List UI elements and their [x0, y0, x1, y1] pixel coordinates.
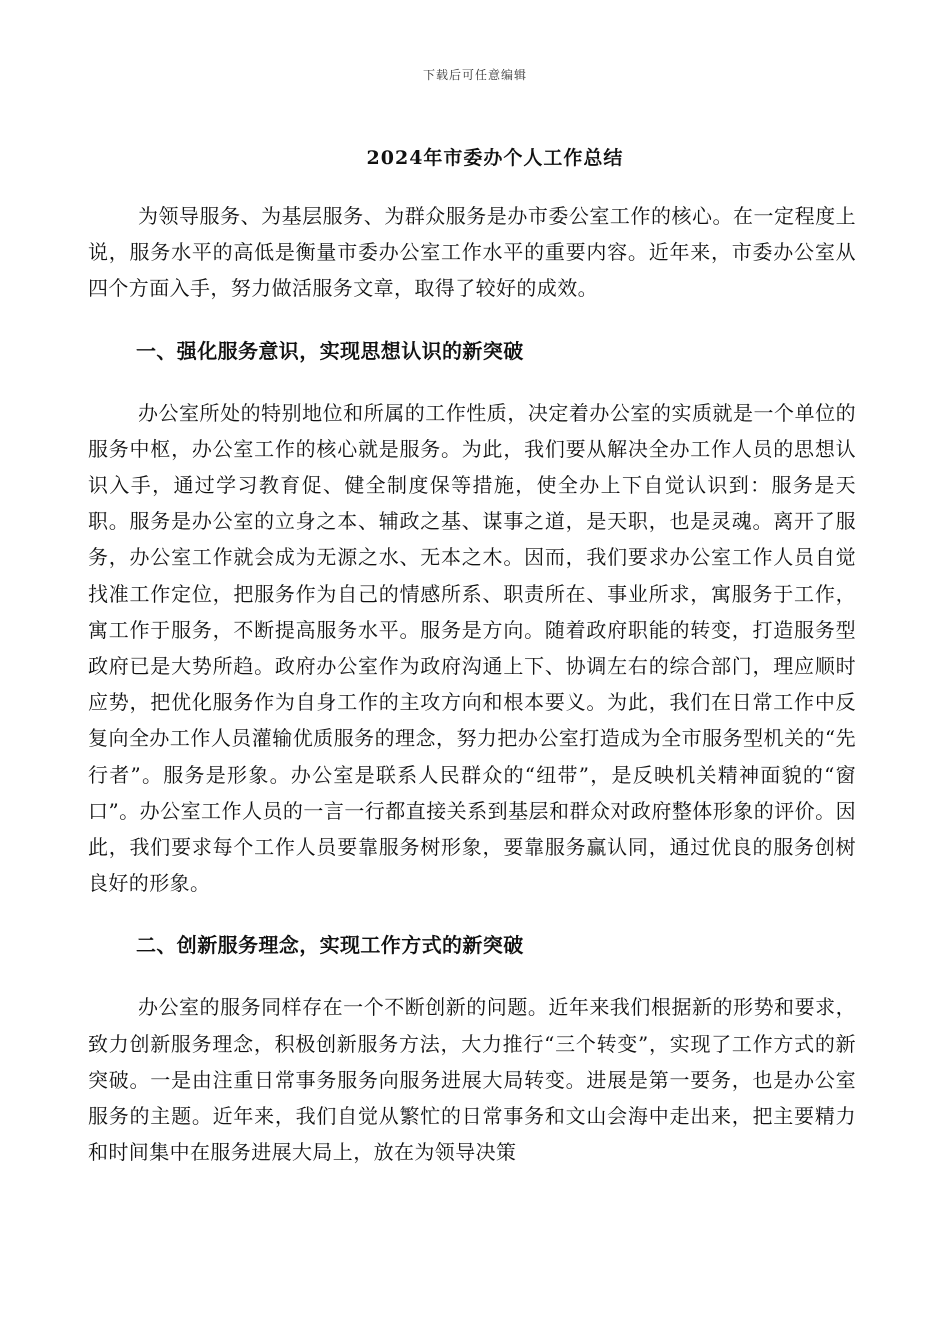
header-note: 下载后可任意编辑 [422, 68, 527, 82]
document-title: 2024年市委办个人工作总结 [366, 147, 624, 169]
document-body [88, 198, 856, 1170]
intro-paragraph: 为领导服务、为基层服务、为群众服务是办市委公室工作的核心。在一定程度上说，服务水平的高低是衡量市委办公室工作水平的重要内容。近年来，市委办公室从四个方面入手，努力做活服务文章，取得了较好的成效。 [88, 204, 856, 301]
section-2-paragraph: 办公室的服务同样存在一个不断创新的问题。近年来我们根据新的形势和要求，致力创新服务理念，积极创新服务方法，大力推行“三个转变”，实现了工作方式的新突破。一是由注重日常事务服务向服务进展大局转变。进展是第一要务，也是办公室服务的主题。近年来，我们自觉从繁忙的日常事务和文山会海中走出来，把主要精力和时间集中在服务进展大局上，放在为领导决策 [88, 995, 856, 1165]
section-2-heading: 二、创新服务理念，实现工作方式的新突破 [136, 933, 524, 958]
section-1-heading: 一、强化服务意识，实现思想认识的新突破 [136, 338, 524, 363]
section-1-paragraph: 办公室所处的特别地位和所属的工作性质，决定着办公室的实质就是一个单位的服务中枢，办公室工作的核心就是服务。为此，我们要从解决全办工作人员的思想认识入手，通过学习教育促、健全制度保等措施，使全办上下自觉认识到：服务是天职。服务是办公室的立身之本、辅政之基、谋事之道，是天职，也是灵魂。离开了服务，办公室工作就会成为无源之水、无本之木。因而，我们要求办公室工作人员自觉找准工作定位，把服务作为自己的情感所系、职责所在、事业所求，寓服务于工作，寓工作于服务，不断提高服务水平。服务是方向。随着政府职能的转变，打造服务型政府已是大势所趋。政府办公室作为政府沟通上下、协调左右的综合部门，理应顺时应势，把优化服务作为自身工作的主攻方向和根本要义。为此，我们在日常工作中反复向全办工作人员灌输优质服务的理念，努力把办公室打造成为全市服务型机关的“先行者”。服务是形象。办公室是联系人民群众的“纽带”，是反映机关精神面貌的“窗口”。办公室工作人员的一言一行都直接关系到基层和群众对政府整体形象的评价。因此，我们要求每个工作人员要靠服务树形象，要靠服务赢认同，通过优良的服务创树良好的形象。 [88, 400, 856, 896]
